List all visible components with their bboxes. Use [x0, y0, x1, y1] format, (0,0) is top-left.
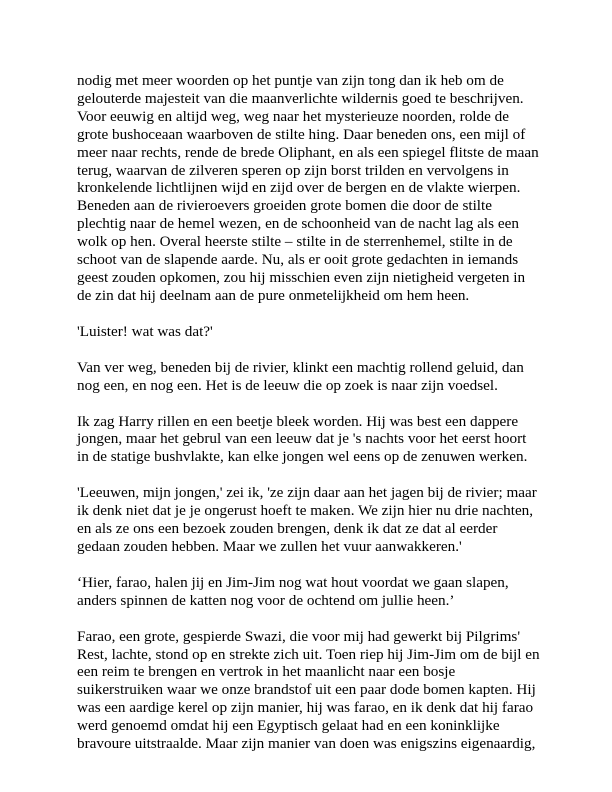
text-line: plechtig naar de hemel wezen, en de schoonheid van de nacht lag als een [77, 215, 519, 233]
body-text [77, 72, 547, 753]
text-line: werd genoemd omdat hij een Egyptisch gelaat had en een koninklijke [77, 717, 500, 735]
text-line: gedaan zouden hebben. Maar we zullen het vuur aanwakkeren.' [77, 537, 462, 555]
text-line: gelouterde majesteit van die maanverlichte wildernis goed te beschrijven. [77, 89, 524, 107]
text-line: nog een, en nog een. Het is de leeuw die op zoek is naar zijn voedsel. [77, 376, 498, 394]
text-line: grote bushoceaan waarboven de stilte hing. Daar beneden ons, een mijl of [77, 125, 526, 143]
paragraph-7 [77, 628, 547, 753]
text-line: geest zouden opkomen, zou hij misschien even zijn nietigheid vergeten in [77, 268, 526, 286]
text-line: in de statige bushvlakte, kan elke jongen wel eens op de zenuwen werken. [77, 448, 528, 466]
text-line: kronkelende lichtlijnen wijd en zijd over de bergen en de vlakte wierpen. [77, 179, 521, 197]
text-line: schoot van de slapende aarde. Nu, als er ooit grote gedachten in iemands [77, 251, 519, 269]
text-line: bravoure uitstraalde. Maar zijn manier van doen was enigszins eigenaardig, [77, 735, 536, 753]
paragraph-4 [77, 413, 547, 467]
text-line: suikerstruiken waar we onze brandstof uit een paar dode bomen kapten. Hij [77, 681, 536, 699]
text-line: Beneden aan de rivieroevers groeiden grote bomen die door de stilte [77, 197, 492, 215]
text-line: ‘Hier, farao, halen jij en Jim-Jim nog wat hout voordat we gaan slapen, [77, 573, 509, 591]
text-line: Van ver weg, beneden bij de rivier, klinkt een machtig rollend geluid, dan [77, 358, 524, 376]
paragraph-6 [77, 574, 547, 610]
text-line: 'Leeuwen, mijn jongen,' zei ik, 'ze zijn daar aan het jagen bij de rivier; maar [77, 484, 537, 502]
paragraph-3 [77, 359, 547, 395]
text-line: en als ze ons een bezoek zouden brengen, denk ik dat ze dat al eerder [77, 520, 498, 538]
text-line: Ik zag Harry rillen en een beetje bleek worden. Hij was best een dappere [77, 412, 519, 430]
paragraph-2 [77, 323, 547, 341]
text-line: 'Luister! wat was dat?' [77, 322, 213, 340]
text-line: was een aardige kerel op zijn manier, hij was farao, en ik denk dat hij farao [77, 699, 534, 717]
paragraph-5 [77, 484, 547, 556]
text-line: anders spinnen de katten nog voor de ochtend om jullie heen.’ [77, 591, 455, 609]
text-line: terug, waarvan de zilveren speren op zijn borst trilden en vervolgens in [77, 161, 509, 179]
text-line: Rest, lachte, stond op en strekte zich uit. Toen riep hij Jim-Jim om de bijl en [77, 645, 540, 663]
text-line: de zin dat hij deelnam aan de pure onmetelijkheid om hem heen. [77, 286, 470, 304]
text-line: jongen, maar het gebrul van een leeuw dat je 's nachts voor het eerst hoort [77, 430, 527, 448]
text-line: wolk op hen. Overal heerste stilte – stilte in de sterrenhemel, stilte in de [77, 233, 513, 251]
text-line: ik denk niet dat je je ongerust hoeft te maken. We zijn hier nu drie nachten, [77, 502, 534, 520]
text-line: meer naar rechts, rende de brede Oliphant, en als een spiegel flitste de maan [77, 143, 539, 161]
text-line: een reim te brengen en vertrok in het maanlicht naar een bosje [77, 663, 456, 681]
paragraph-1 [77, 72, 547, 305]
text-line: nodig met meer woorden op het puntje van zijn tong dan ik heb om de [77, 72, 504, 89]
text-line: Voor eeuwig en altijd weg, weg naar het mysterieuze noorden, rolde de [77, 107, 509, 125]
text-line: Farao, een grote, gespierde Swazi, die voor mij had gewerkt bij Pilgrims' [77, 627, 521, 645]
